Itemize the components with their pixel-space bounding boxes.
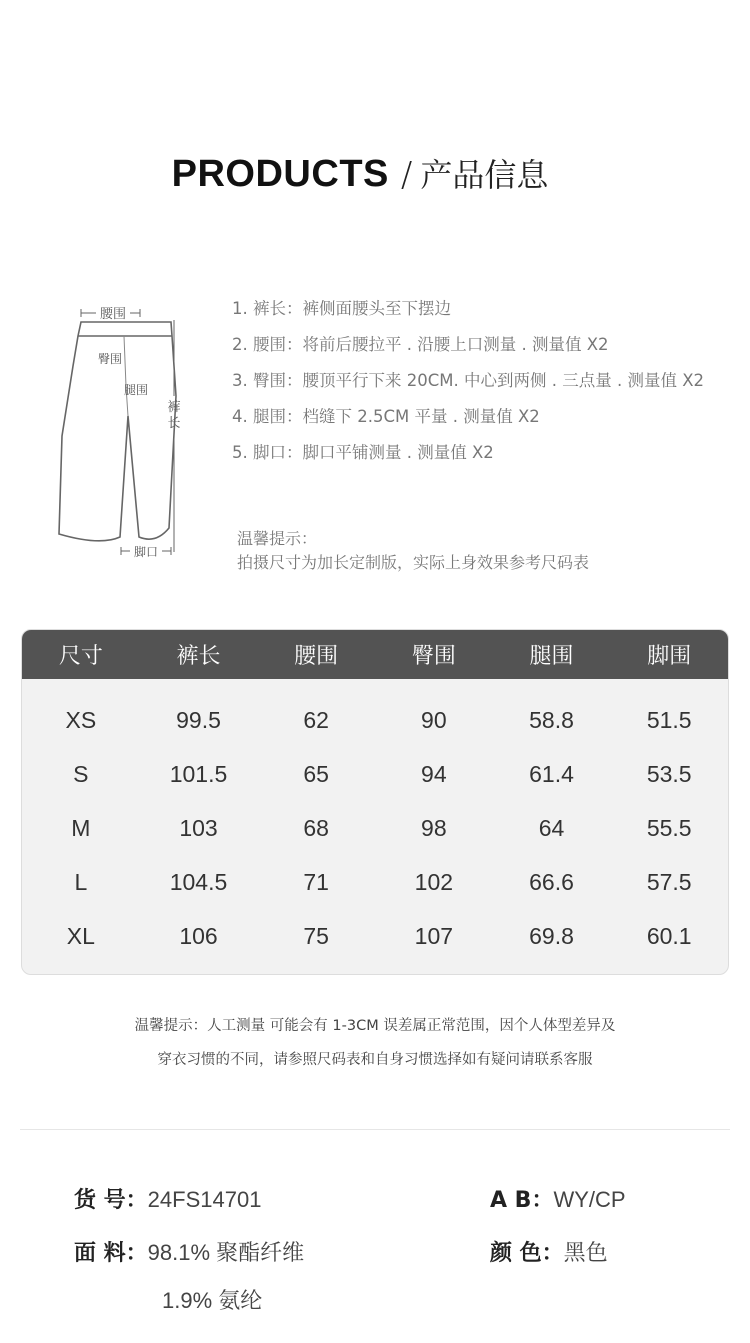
item-number-row bbox=[74, 1183, 261, 1214]
table-row bbox=[22, 855, 728, 909]
table-cell: 68 bbox=[303, 814, 329, 841]
table-cell: 102 bbox=[414, 868, 454, 895]
rule-item: 2. 腰围：将前后腰拉平 . 沿腰上口测量 . 测量值 X2 bbox=[232, 335, 609, 354]
table-cell: XS bbox=[65, 706, 97, 733]
size-table-header bbox=[22, 630, 728, 679]
table-cell: XL bbox=[66, 922, 95, 949]
title-slash: / bbox=[400, 155, 413, 195]
pants-measure-diagram bbox=[48, 296, 198, 566]
fabric-value-1: 98.1% 聚酯纤维 bbox=[147, 1240, 305, 1265]
table-cell: 62 bbox=[303, 706, 329, 733]
table-cell: 51.5 bbox=[646, 706, 692, 733]
diagram-thigh-label: 腿围 bbox=[123, 383, 149, 397]
size-table bbox=[21, 629, 729, 975]
table-cell: 61.4 bbox=[529, 760, 574, 787]
page-title bbox=[0, 150, 720, 196]
table-cell: 66.6 bbox=[529, 868, 574, 895]
table-cell: 104.5 bbox=[169, 868, 228, 895]
photo-tip bbox=[237, 527, 589, 575]
header-cell: 腰围 bbox=[294, 644, 339, 669]
table-cell: 99.5 bbox=[176, 706, 221, 733]
color-label: 颜 色： bbox=[490, 1241, 564, 1266]
header-cell: 脚围 bbox=[647, 644, 692, 669]
ab-row bbox=[490, 1183, 626, 1214]
fabric-label: 面 料： bbox=[74, 1241, 148, 1266]
diagram-hem-label: 脚口 bbox=[133, 545, 159, 559]
diagram-hip-label: 臀围 bbox=[97, 352, 123, 366]
size-table-body bbox=[22, 679, 728, 963]
table-cell: 55.5 bbox=[646, 814, 692, 841]
table-row bbox=[22, 801, 728, 855]
color-row bbox=[490, 1236, 608, 1267]
measure-note-line-2: 穿衣习惯的不同，请参照尺码表和自身习惯选择如有疑问请联系客服 bbox=[157, 1052, 593, 1068]
rule-item: 4. 腿围：档缝下 2.5CM 平量 . 测量值 X2 bbox=[232, 407, 540, 426]
table-cell: 69.8 bbox=[529, 922, 574, 949]
table-cell: 58.8 bbox=[529, 706, 574, 733]
header-cell: 臀围 bbox=[411, 644, 456, 669]
measure-rules bbox=[232, 296, 742, 476]
color-value: 黑色 bbox=[563, 1240, 608, 1265]
rule-item: 5. 脚口：脚口平铺测量 . 测量值 X2 bbox=[232, 443, 494, 462]
table-cell: 75 bbox=[303, 922, 329, 949]
fabric-row-2 bbox=[162, 1284, 262, 1315]
table-cell: 90 bbox=[421, 706, 447, 733]
header-cell: 裤长 bbox=[176, 644, 221, 669]
table-cell: M bbox=[71, 814, 91, 841]
table-cell: 94 bbox=[421, 760, 447, 787]
table-cell: 103 bbox=[179, 814, 218, 841]
fabric-row bbox=[74, 1236, 304, 1267]
fabric-value-2: 1.9% 氨纶 bbox=[162, 1288, 263, 1313]
table-cell: 64 bbox=[538, 814, 565, 841]
item-number-value: 24FS14701 bbox=[147, 1187, 262, 1212]
header-cell: 腿围 bbox=[529, 644, 574, 669]
item-number-label: 货 号： bbox=[74, 1188, 148, 1213]
table-row bbox=[22, 909, 728, 963]
table-cell: 101.5 bbox=[169, 760, 228, 787]
table-cell: 60.1 bbox=[646, 922, 692, 949]
title-cn: 产品信息 bbox=[420, 156, 549, 194]
table-cell: 71 bbox=[303, 868, 329, 895]
diagram-waist-label: 腰围 bbox=[99, 307, 127, 322]
table-row bbox=[22, 747, 728, 801]
ab-label: A B： bbox=[490, 1188, 554, 1213]
header-cell: 尺寸 bbox=[58, 644, 103, 669]
diagram-length-label-1: 裤 bbox=[167, 400, 181, 415]
table-row bbox=[22, 693, 728, 747]
table-cell: 107 bbox=[414, 922, 454, 949]
photo-tip-text: 拍摄尺寸为加长定制版，实际上身效果参考尺码表 bbox=[237, 553, 590, 572]
measure-note-line-1: 温馨提示：人工测量 可能会有 1-3CM 误差属正常范围，因个人体型差异及 bbox=[134, 1018, 616, 1034]
table-cell: 98 bbox=[421, 814, 447, 841]
table-cell: L bbox=[74, 868, 88, 895]
photo-tip-label: 温馨提示： bbox=[237, 529, 318, 548]
section-divider bbox=[20, 1129, 730, 1130]
diagram-length-label-2: 长 bbox=[167, 416, 181, 431]
table-cell: 53.5 bbox=[646, 760, 692, 787]
rule-item: 3. 臀围：腰顶平行下来 20CM. 中心到两侧 . 三点量 . 测量值 X2 bbox=[232, 371, 704, 390]
rule-item: 1. 裤长：裤侧面腰头至下摆边 bbox=[232, 299, 451, 318]
table-cell: 106 bbox=[179, 922, 218, 949]
table-cell: 65 bbox=[303, 760, 329, 787]
table-cell: S bbox=[73, 760, 89, 787]
title-en: PRODUCTS bbox=[171, 153, 389, 195]
table-cell: 57.5 bbox=[646, 868, 692, 895]
ab-value: WY/CP bbox=[553, 1187, 626, 1212]
